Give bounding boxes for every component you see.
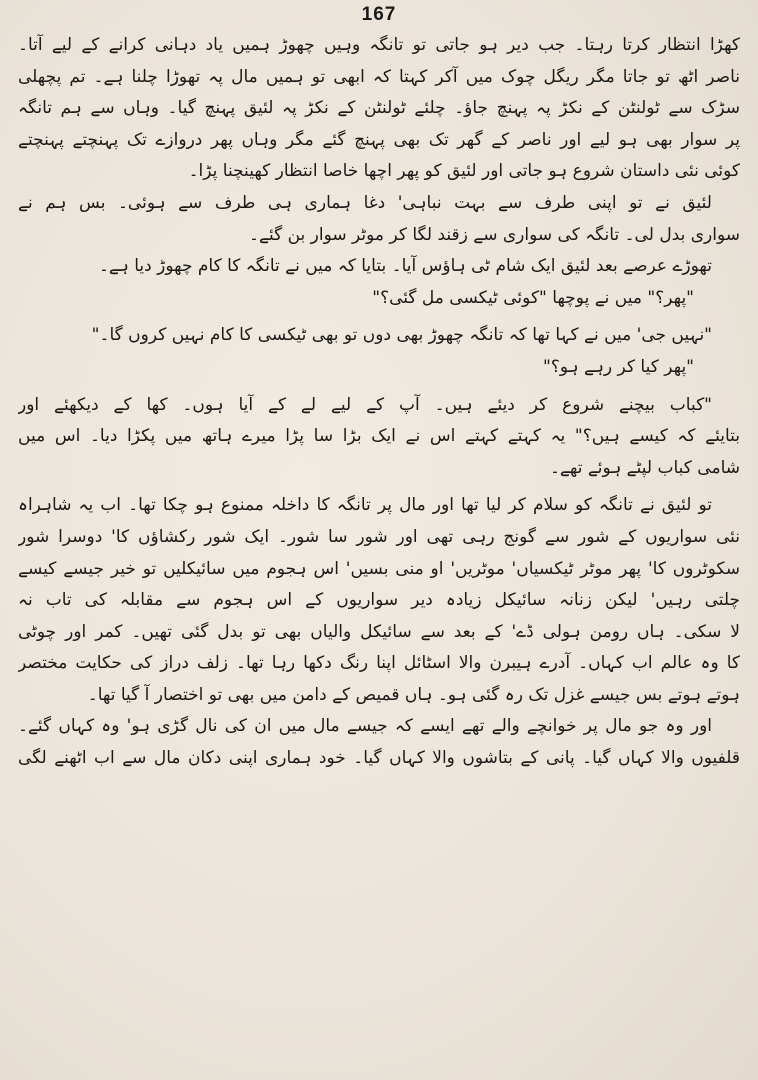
text-line: تھوڑے عرصے بعد لئیق ایک شام ٹی ہاؤس آیا۔ بتایا کہ میں نے تانگہ کا کام چھوڑ دیا ہے۔ [98, 256, 712, 277]
text-line: اور وہ جو مال پر خوانچے والے تھے ایسے کہ جیسے مال میں ان کی نال گڑی ہو' وہ کہاں گئے۔ [18, 716, 712, 737]
text-line: قلفیوں والا کہاں گیا۔ پانی کے بتاشوں والا کہاں گیا۔ خود ہماری اپنی دکان مال سے اب اٹھنے لگی [18, 748, 740, 769]
text-line: ناصر اٹھ تو جاتا مگر ریگل چوک میں آکر کہتا کہ ابھی تو ہمیں مال پہ تھوڑا چلنا ہے۔ تم پچھلی [18, 66, 740, 87]
text-line: کھڑا انتظار کرتا رہتا۔ جب دیر ہو جاتی تو تانگہ وہیں چھوڑ ہمیں یاد دہانی کرانے کے لیے آتا۔ [18, 35, 740, 55]
text-line: لا سکی۔ ہاں رومن ہولی ڈے' کے بعد سے سائیکل والیاں بھی تو بدل گئی تھیں۔ کمر اور چوٹی [18, 621, 740, 642]
text-line: سکوٹروں کا' پھر موٹر ٹیکسیاں' موٹریں' او منی بسیں' اس ہجوم میں سائیکلیں تو خیر جیسے کیسے [18, 558, 740, 579]
text-line: چلتی رہیں' لیکن زنانہ سائیکل زیادہ دیر سواریوں کے اس ہجوم سے مقابلہ کی تاب نہ [18, 590, 740, 611]
dialogue-line: "نہیں جی' میں نے کہا تھا کہ تانگہ چھوڑ بھی دوں تو بھی ٹیکسی کا کام نہیں کروں گا۔" [91, 325, 712, 346]
text-line: پر سوار بھی ہو لیے اور ناصر کے گھر تک بھی پہنچ گئے مگر وہاں پھر دروازے تک پہنچتے پہنچتے [18, 129, 740, 150]
page-number: 167 [361, 4, 397, 25]
text-line: شامی کباب لپٹے ہوئے تھے۔ [549, 457, 740, 478]
text-line: بتایئے کہ کیسے ہیں؟" یہ کہتے کہتے اس نے ایک بڑا سا پڑا میرے ہاتھ میں پکڑا دیا۔ اس میں [18, 426, 740, 447]
text-line: ہوتے ہوتے بس جیسے غزل تک رہ گئی ہو۔ ہاں قمیص کے دامن میں بھی تو اختصار آ گیا تھا۔ [87, 684, 740, 705]
text-line: نئی سواریوں کے شور سے گونج رہی تھی اور شور سا شور۔ ایک شور رکشاؤں کا' دوسرا شور [18, 526, 740, 547]
dialogue-line: "پھر؟" میں نے پوچھا "کوئی ٹیکسی مل گئی؟" [372, 287, 694, 308]
text-line: کا وہ عالم اب کہاں۔ آدرے ہیبرن والا اسٹائل اپنا رنگ دکھا رہا تھا۔ زلف دراز کی حکایت مختصر [18, 653, 740, 674]
text-line: لئیق نے تو اپنی طرف سے بہت نباہی' دغا ہماری ہی طرف سے ہوئی۔ بس ہم نے [18, 192, 712, 213]
page-body-text [18, 30, 740, 775]
text-line: سواری بدل لی۔ تانگہ کی سواری سے زقند لگا کر موٹر سوار بن گئے۔ [249, 224, 740, 245]
text-line: سڑک سے ٹولنٹن کے نکڑ پہ پہنچ جاؤ۔ چلئے ٹولنٹن کے نکڑ پہ لئیق پہنچ گیا۔ وہاں سے ہم تانگہ [18, 98, 740, 119]
text-line: "کباب بیچنے شروع کر دیئے ہیں۔ آپ کے لیے لے کے آیا ہوں۔ کھا کے دیکھئے اور [18, 394, 712, 415]
text-line: کوئی نئی داستان شروع ہو جاتی اور لئیق کو پھر اچھا خاصا انتظار کھینچنا پڑا۔ [188, 161, 740, 182]
text-line: تو لئیق نے تانگہ کو سلام کر لیا تھا اور مال پر تانگہ کا داخلہ ممنوع ہو چکا تھا۔ اب یہ شاہراہ [18, 495, 712, 516]
dialogue-line: "پھر کیا کر رہے ہو؟" [543, 356, 694, 377]
